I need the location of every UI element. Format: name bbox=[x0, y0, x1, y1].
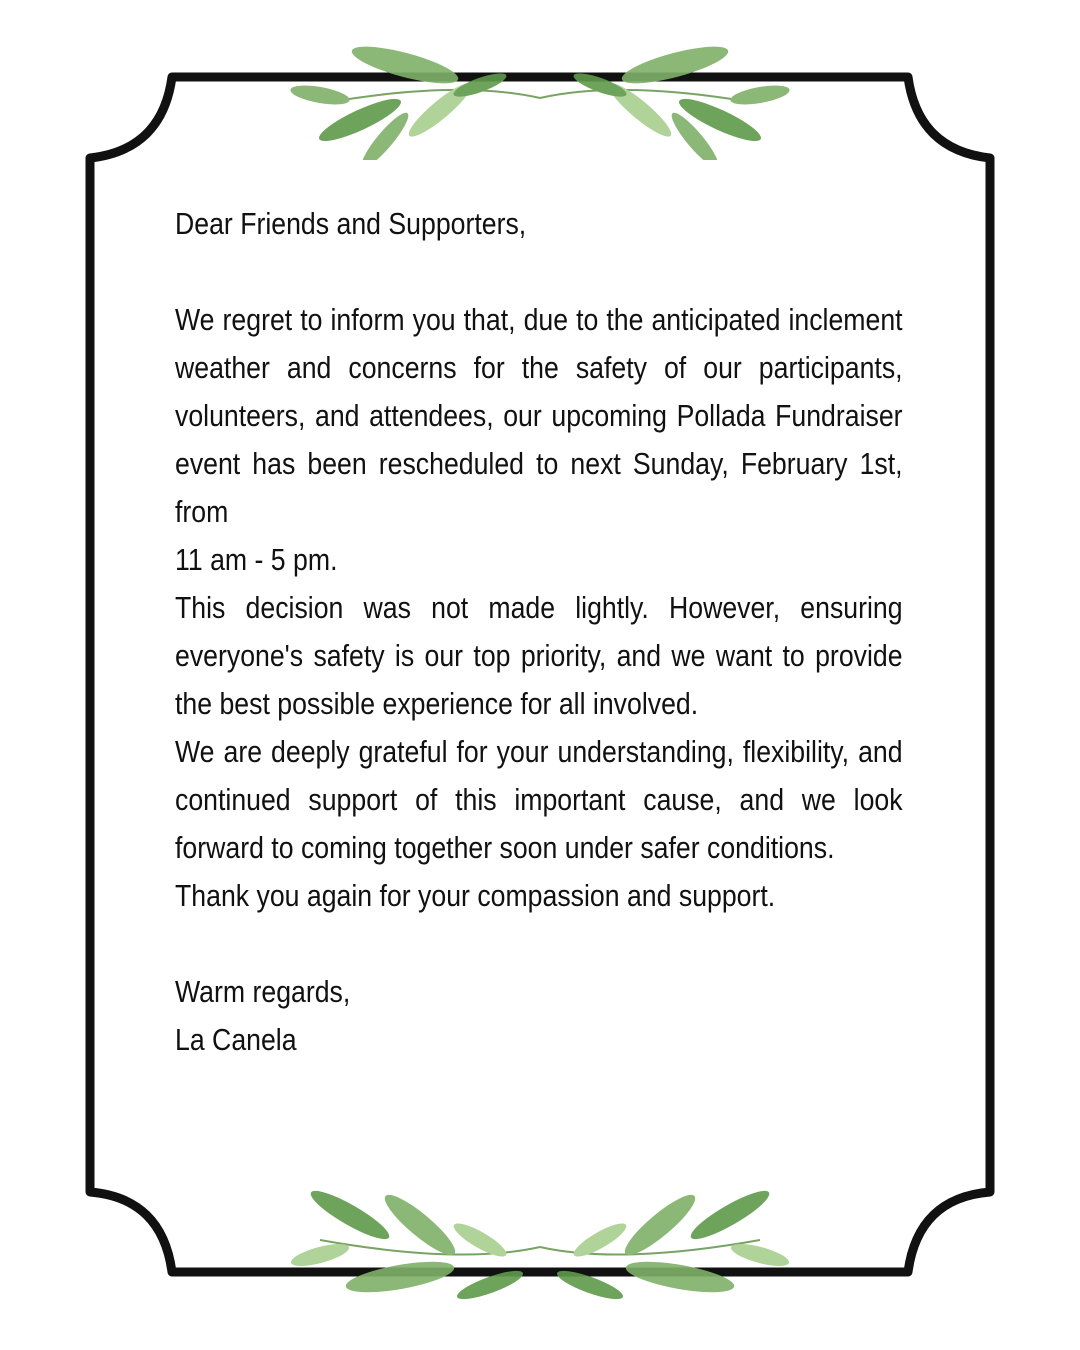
olive-branch-icon bbox=[290, 1185, 790, 1305]
spacer bbox=[175, 248, 903, 296]
spacer bbox=[175, 920, 903, 968]
greeting: Dear Friends and Supporters, bbox=[175, 206, 527, 241]
paragraph-decision: This decision was not made lightly. However, ensuring everyone's safety is our top priority, and we want to provide the best possible experience for all involved. bbox=[175, 590, 903, 721]
signature: La Canela bbox=[175, 1022, 297, 1057]
event-time: 11 am - 5 pm. bbox=[175, 542, 338, 577]
olive-branch-icon bbox=[290, 40, 790, 160]
closing: Warm regards, bbox=[175, 974, 351, 1009]
paragraph-reschedule: We regret to inform you that, due to the anticipated inclement weather and concerns for the safety of our participants, volunteers, and attendees, our upcoming Pollada Fundraiser event has been rescheduled to next Sunday, February 1st, from bbox=[175, 302, 903, 529]
letter-body bbox=[175, 200, 903, 1064]
paragraph-thanks: Thank you again for your compassion and support. bbox=[175, 878, 776, 913]
paragraph-gratitude: We are deeply grateful for your understanding, flexibility, and continued support of this important cause, and we look forward to coming together soon under safer conditions. bbox=[175, 734, 903, 865]
